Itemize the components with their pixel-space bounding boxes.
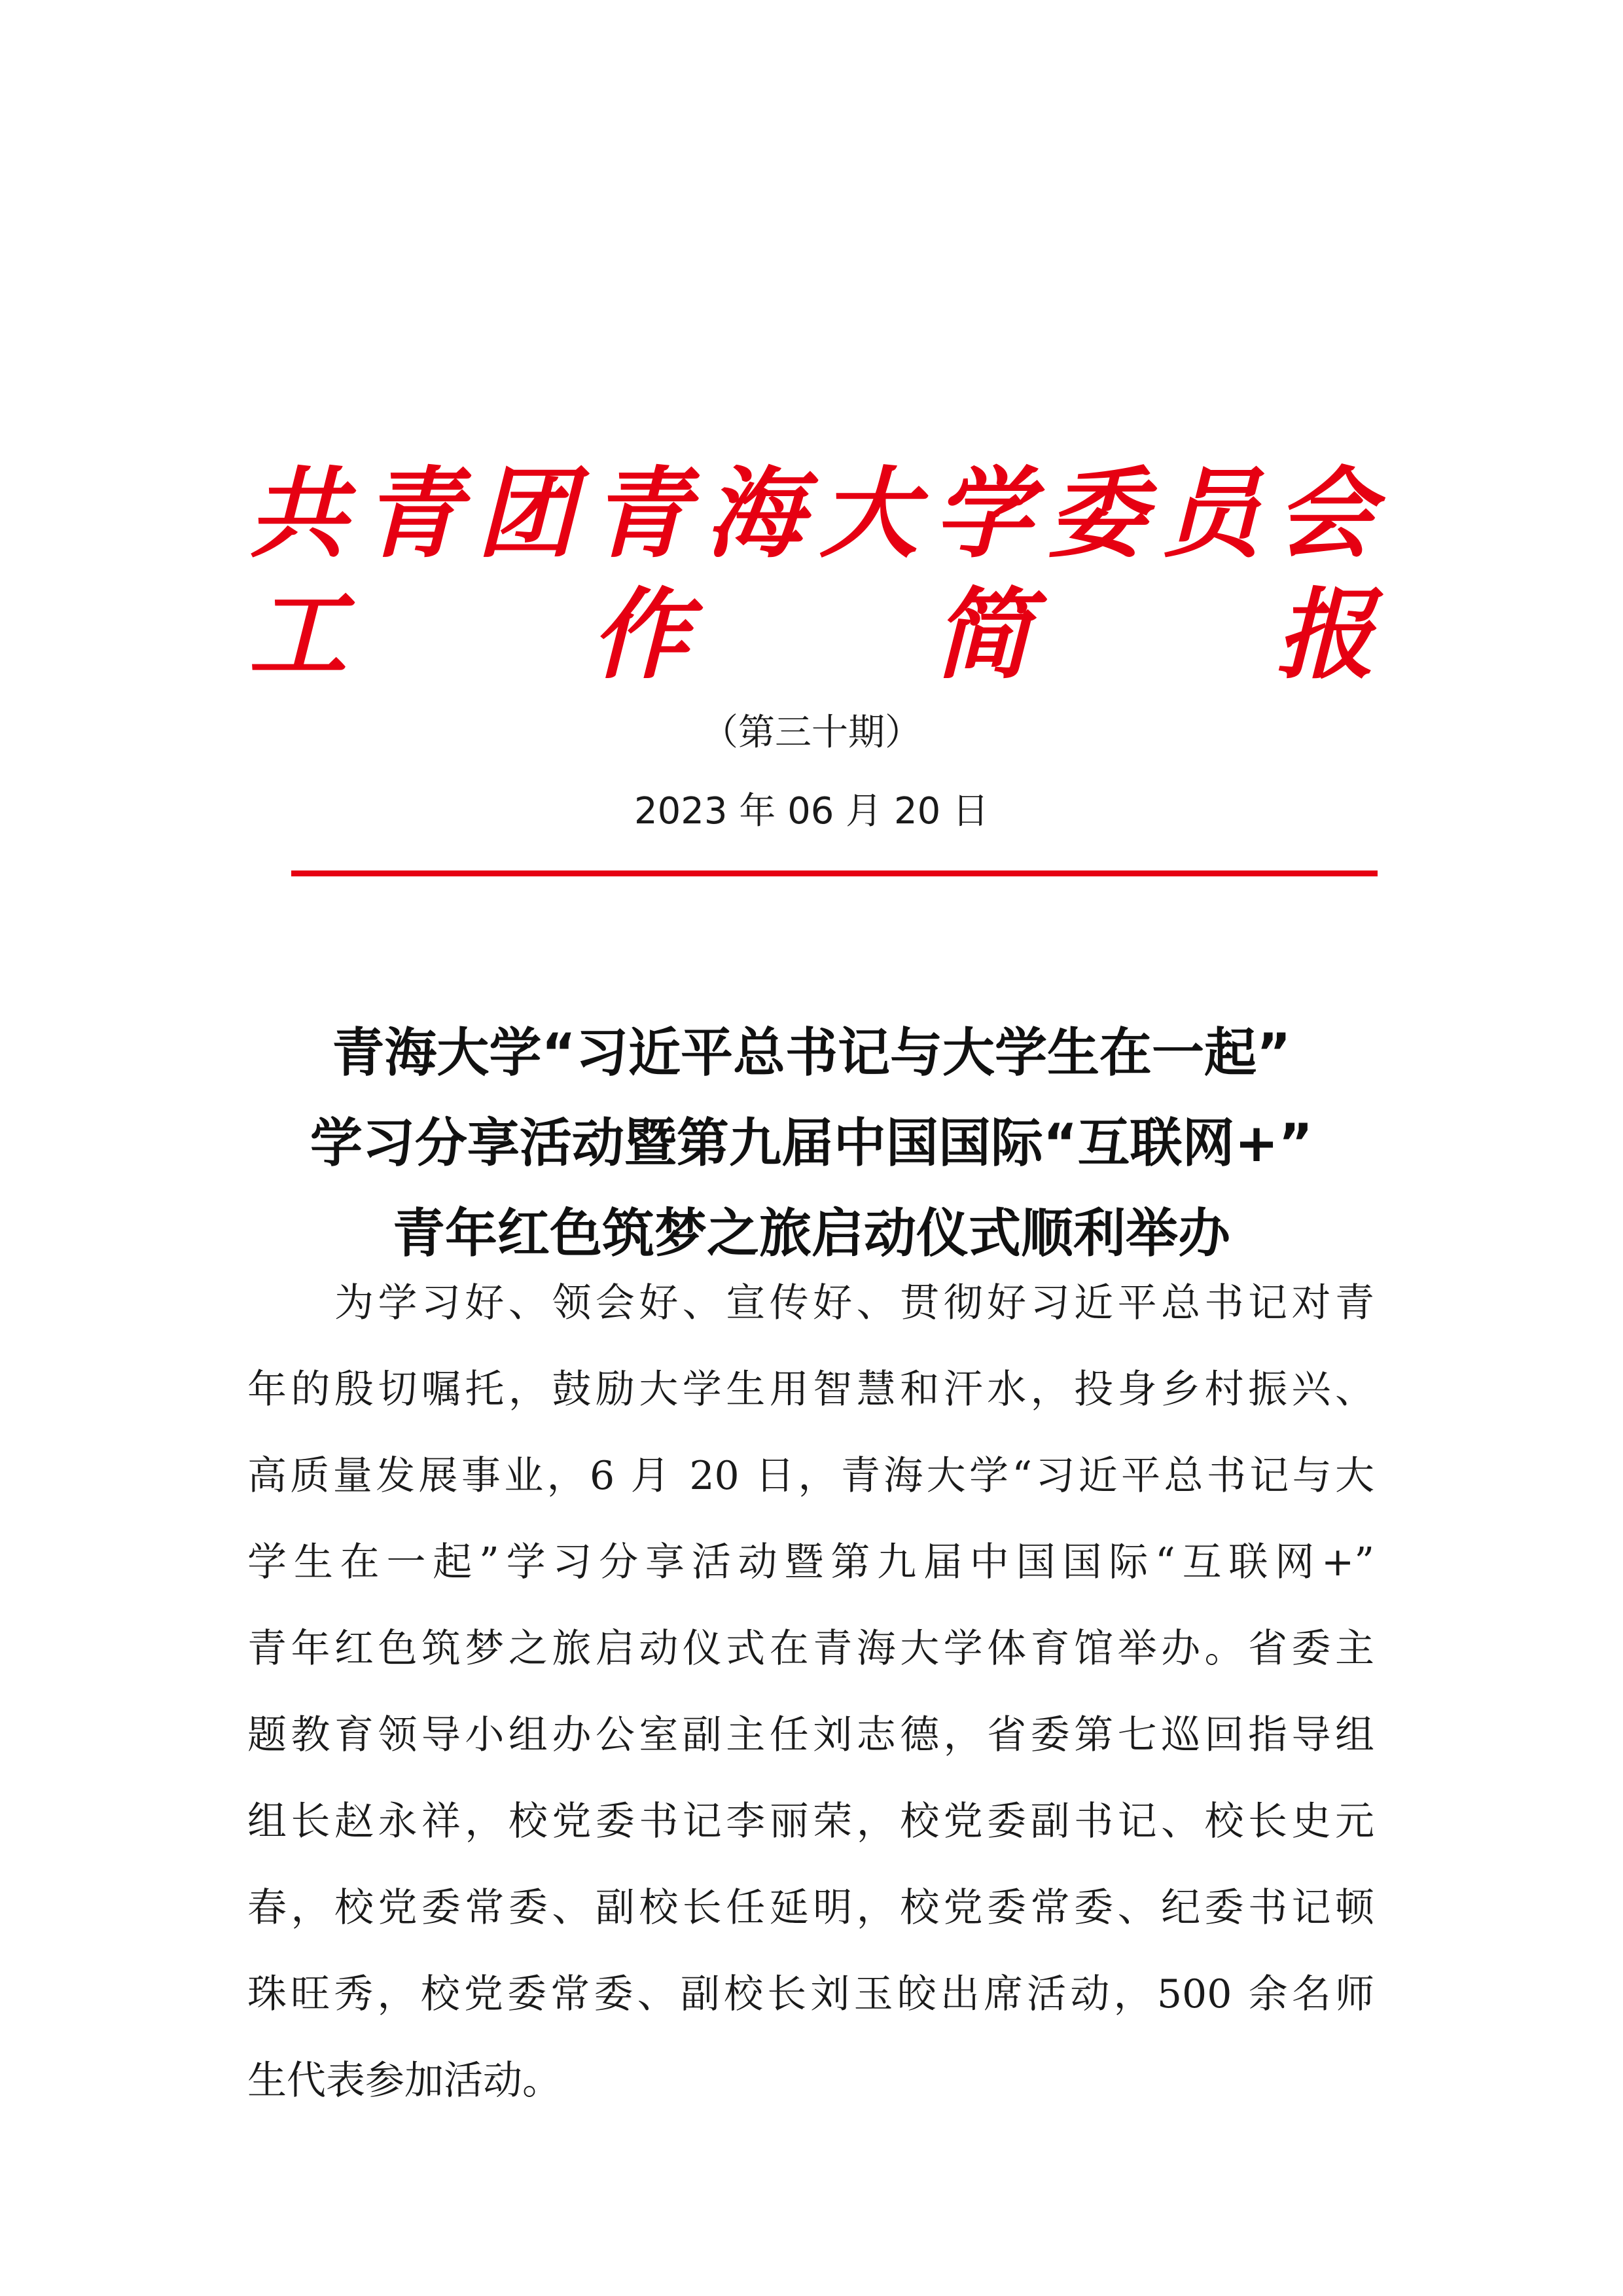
masthead-title-char: 青 — [363, 456, 461, 571]
headline-line: 青年红色筑梦之旅启动仪式顺利举办 — [393, 1203, 1230, 1264]
masthead-subtitle-char: 简 — [933, 577, 1032, 692]
masthead-title-char: 大 — [819, 456, 918, 571]
masthead-title-char: 共 — [249, 456, 348, 571]
article-headline — [242, 1008, 1381, 1279]
masthead-subtitle-char: 工 — [249, 577, 348, 692]
masthead-subtitle-char: 作 — [591, 577, 690, 692]
masthead-title-char: 员 — [1162, 456, 1260, 571]
body-line: 年的殷切嘱托，鼓励大学生用智慧和汗水，投身乡村振兴、 — [247, 1367, 1374, 1412]
masthead-title-char: 青 — [591, 456, 690, 571]
article-body — [247, 1260, 1374, 2124]
body-line: 高质量发展事业，6 月 20 日，青海大学“习近平总书记与大 — [247, 1453, 1374, 1499]
masthead-title-char: 学 — [933, 456, 1032, 571]
body-line: 珠旺秀，校党委常委、副校长刘玉皎出席活动，500 余名师 — [247, 1971, 1374, 2017]
publish-date: 2023 年 06 月 20 日 — [633, 790, 990, 833]
masthead-title — [249, 458, 1374, 569]
body-line: 题教育领导小组办公室副主任刘志德，省委第七巡回指导组 — [247, 1712, 1374, 1758]
headline-line: 青海大学“习近平总书记与大学生在一起” — [332, 1022, 1291, 1083]
body-line: 组长赵永祥，校党委书记李丽荣，校党委副书记、校长史元 — [247, 1799, 1374, 1844]
headline-line: 学习分享活动暨第九届中国国际“互联网+” — [310, 1113, 1313, 1174]
red-divider — [291, 870, 1378, 876]
masthead-title-char: 海 — [705, 456, 804, 571]
body-line: 青年红色筑梦之旅启动仪式在青海大学体育馆举办。省委主 — [247, 1626, 1374, 1672]
masthead-subtitle-char: 报 — [1275, 577, 1374, 692]
body-line: 学生在一起”学习分享活动暨第九届中国国际“互联网+” — [247, 1539, 1374, 1585]
issue-number: （第三十期） — [702, 711, 921, 754]
masthead-title-char: 团 — [476, 456, 575, 571]
masthead-title-char: 会 — [1275, 456, 1374, 571]
body-line: 春，校党委常委、副校长任延明，校党委常委、纪委书记顿 — [247, 1885, 1374, 1931]
body-line: 生代表参加活动。 — [247, 2058, 562, 2104]
masthead-title-char: 委 — [1048, 456, 1147, 571]
masthead-subtitle — [249, 579, 1374, 691]
body-line: 为学习好、领会好、宣传好、贯彻好习近平总书记对青 — [247, 1280, 1374, 1326]
